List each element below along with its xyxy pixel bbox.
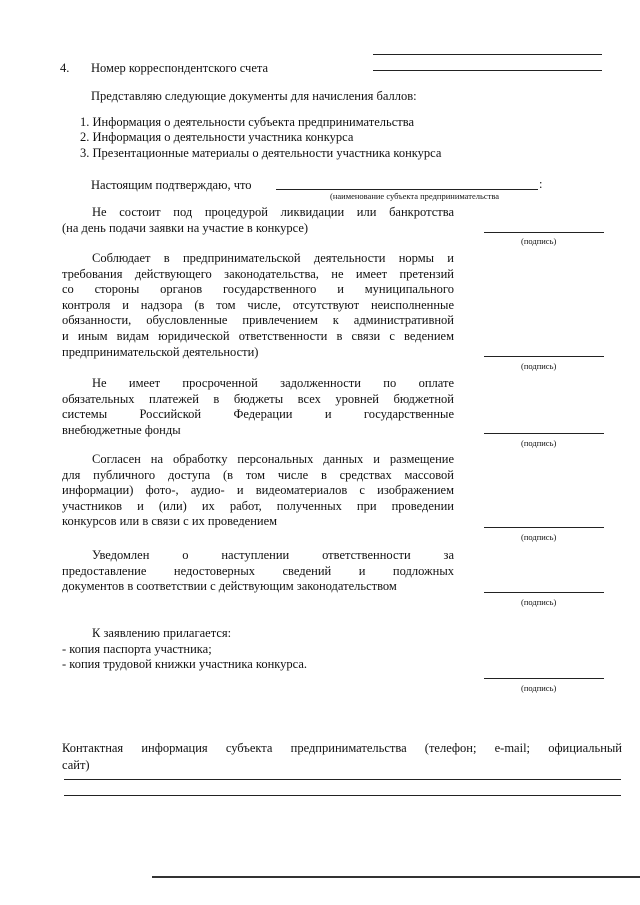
statement-4-line: Согласен на обработку персональных данных и размещение — [92, 452, 454, 466]
account-number: 4. — [60, 61, 70, 75]
documents-intro: Представляю следующие документы для начисления баллов: — [91, 89, 417, 103]
statement-2-line: и иным видам юридической ответственности в связи с ведением — [62, 328, 454, 343]
confirm-prefix: Настоящим подтверждаю, что — [91, 178, 252, 192]
signature-line-4[interactable] — [484, 527, 604, 528]
account-label: Номер корреспондентского счета — [91, 61, 269, 75]
statement-4-line: информации) фото-, аудио- и видеоматериалов с изображением — [62, 483, 454, 498]
statement-2-line: контроля и надзора (в том числе, отсутствуют неисполненные — [62, 297, 454, 312]
statement-4-line: для публичного доступа (в том числе в средствах массовой — [62, 467, 454, 482]
statement-3-line: внебюджетные фонды — [62, 422, 181, 437]
statement-5 — [62, 548, 454, 595]
statement-5-line: предоставление недостоверных сведений и подложных — [62, 563, 454, 578]
contact-line-2[interactable] — [64, 795, 621, 796]
signature-caption-4: (подпись) — [521, 532, 557, 542]
signature-caption-5: (подпись) — [521, 597, 557, 607]
account-line-top — [373, 54, 602, 55]
signature-caption-6: (подпись) — [521, 683, 557, 693]
confirm-caption: (наименование субъекта предпринимательства — [330, 191, 500, 201]
confirm-suffix: : — [539, 177, 543, 191]
contact-info-line-2: сайт) — [62, 758, 90, 772]
statement-1 — [62, 205, 454, 236]
signature-line-2[interactable] — [484, 356, 604, 357]
documents-item-3: 3. Презентационные материалы о деятельности участника конкурса — [80, 146, 442, 160]
statement-4-line: конкурсов или в связи с их проведением — [62, 514, 278, 529]
documents-item-2: 2. Информация о деятельности участника конкурса — [80, 130, 354, 144]
documents-item-1: 1. Информация о деятельности субъекта предпринимательства — [80, 115, 415, 129]
signature-caption-2: (подпись) — [521, 361, 557, 371]
statement-3 — [62, 376, 454, 438]
statement-1-line: (на день подачи заявки на участие в конкурсе) — [62, 220, 309, 235]
contact-line-1[interactable] — [64, 779, 621, 780]
statement-2 — [62, 251, 454, 360]
statement-2-line: обязанности, обусловленные привлечением к административной — [62, 313, 454, 328]
attachments-intro: К заявлению прилагается: — [92, 626, 232, 640]
signature-line-1[interactable] — [484, 232, 604, 233]
signature-caption-3: (подпись) — [521, 438, 557, 448]
statement-4-line: участников и (или) их работ, полученных при проведении — [62, 498, 454, 513]
statement-2-line: Соблюдает в предпринимательской деятельности нормы и — [92, 251, 454, 265]
signature-caption-1: (подпись) — [521, 236, 557, 246]
signature-line-6[interactable] — [484, 678, 604, 679]
statement-3-line: Не имеет просроченной задолженности по оплате — [92, 376, 454, 390]
statement-4 — [62, 452, 454, 530]
page-bottom-rule — [152, 876, 640, 878]
statement-3-line: системы Российской Федерации и государственные — [62, 407, 454, 422]
confirm-entity-line[interactable] — [276, 189, 538, 190]
statement-5-line: Уведомлен о наступлении ответственности за — [92, 548, 454, 562]
statement-3-line: обязательных платежей в бюджеты всех уровней бюджетной — [62, 391, 454, 406]
signature-line-3[interactable] — [484, 433, 604, 434]
statement-2-line: предпринимательской деятельности) — [62, 344, 259, 359]
statement-5-line: документов в соответствии с действующим законодательством — [62, 579, 397, 594]
signature-line-5[interactable] — [484, 592, 604, 593]
attachments-item-1: - копия паспорта участника; — [62, 642, 212, 656]
account-line-bottom — [373, 70, 602, 71]
statement-2-line: требования действующего законодательства, не имеет претензий — [62, 266, 454, 281]
statement-2-line: со стороны органов государственного и муниципального — [62, 282, 454, 297]
contact-info-line-1: Контактная информация субъекта предпринимательства (телефон; e-mail; официальный — [62, 741, 622, 755]
attachments-item-2: - копия трудовой книжки участника конкурса. — [62, 657, 308, 671]
statement-1-line: Не состоит под процедурой ликвидации или банкротства — [92, 205, 454, 219]
